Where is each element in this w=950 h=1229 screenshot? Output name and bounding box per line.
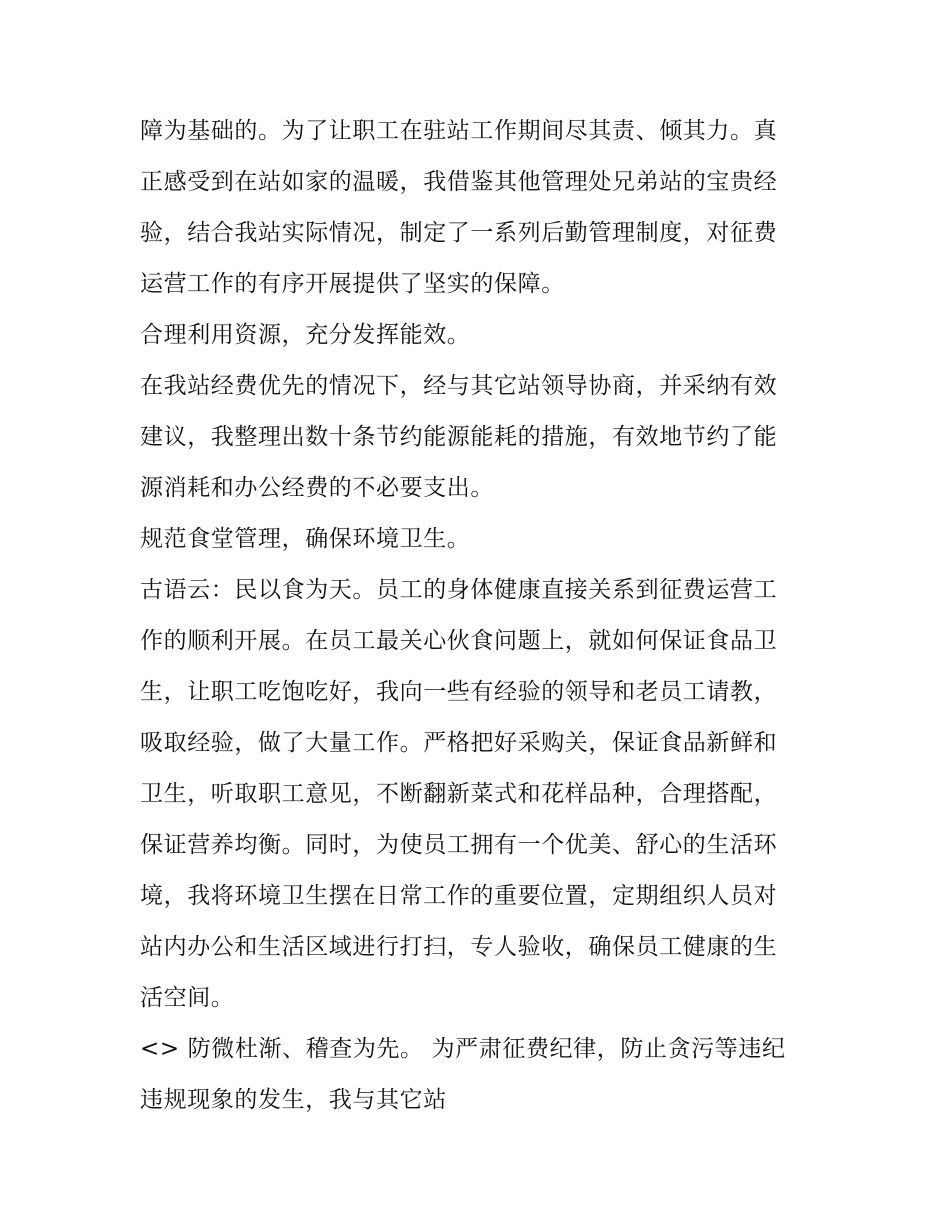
text-line: 验，结合我站实际情况，制定了一系列后勤管理制度，对征费: [140, 220, 778, 246]
text-line: 作的顺利开展。在员工最关心伙食问题上，就如何保证食品卫: [140, 628, 778, 654]
text-line: 卫生，听取职工意见，不断翻新菜式和花样品种，合理搭配，: [140, 781, 778, 807]
text-line: 运营工作的有序开展提供了坚实的保障。: [140, 271, 565, 297]
section-heading: 规范食堂管理，确保环境卫生。: [140, 526, 471, 552]
text-line: 源消耗和办公经费的不必要支出。: [140, 475, 494, 501]
text-line: 站内办公和生活区域进行打扫，专人验收，确保员工健康的生: [140, 934, 778, 960]
text-line: 古语云：民以食为天。员工的身体健康直接关系到征费运营工: [140, 577, 778, 603]
text-line: 生，让职工吃饱吃好，我向一些有经验的领导和老员工请教，: [140, 679, 778, 705]
text-line: 建议，我整理出数十条节约能源能耗的措施，有效地节约了能: [140, 424, 778, 450]
text-line: 在我站经费优先的情况下，经与其它站领导协商，并采纳有效: [140, 373, 778, 399]
text-line: 活空间。: [140, 985, 235, 1011]
text-line: 违规现象的发生，我与其它站: [140, 1087, 447, 1113]
text-line: <> 防微杜渐、稽查为先。 为严肃征费纪律，防止贪污等违纪: [140, 1036, 786, 1062]
text-line: 障为基础的。为了让职工在驻站工作期间尽其责、倾其力。真: [140, 118, 778, 144]
text-line: 吸取经验，做了大量工作。严格把好采购关，保证食品新鲜和: [140, 730, 778, 756]
text-line: 保证营养均衡。同时，为使员工拥有一个优美、舒心的生活环: [140, 832, 778, 858]
body-text: [140, 106, 820, 1126]
text-line: 境，我将环境卫生摆在日常工作的重要位置，定期组织人员对: [140, 883, 778, 909]
section-heading: 合理利用资源，充分发挥能效。: [140, 322, 471, 348]
text-line: 正感受到在站如家的温暖，我借鉴其他管理处兄弟站的宝贵经: [140, 169, 778, 195]
